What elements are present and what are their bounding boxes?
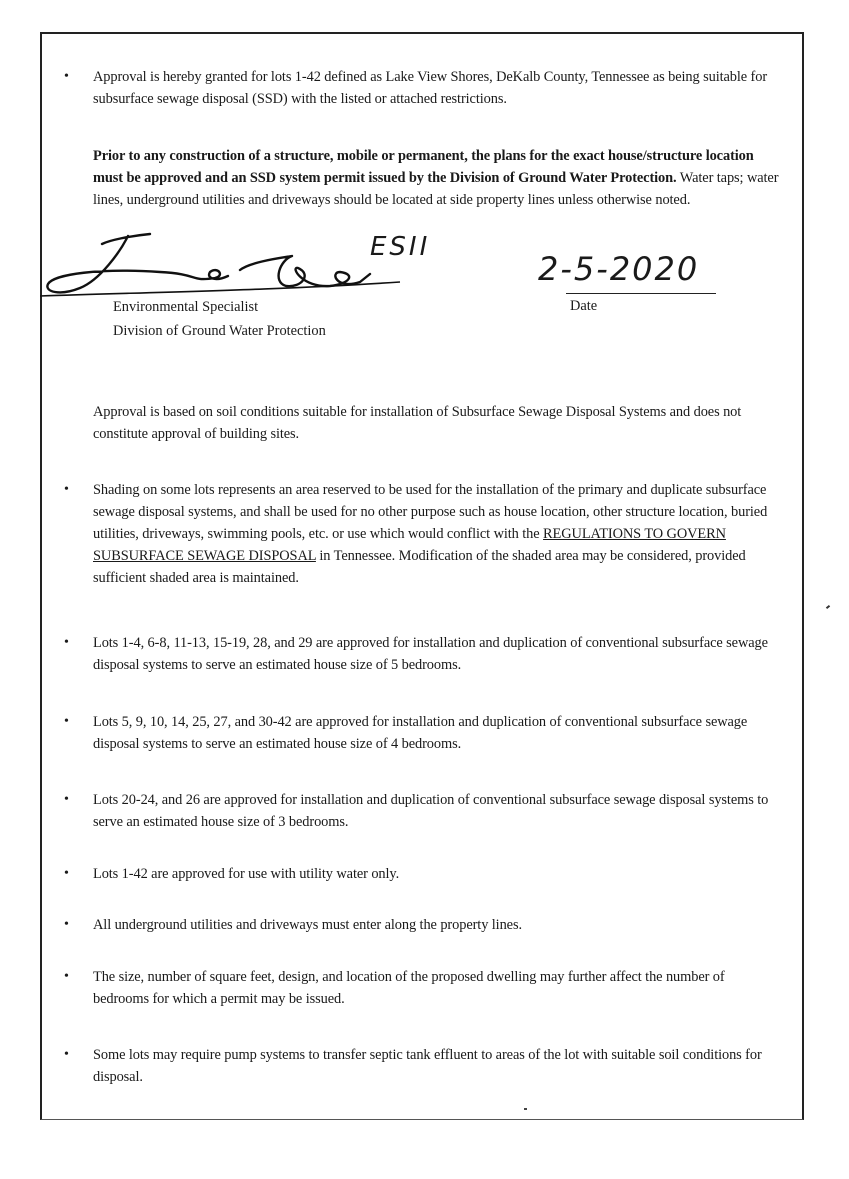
pump-systems-item: Some lots may require pump systems to transfer septic tank effluent to areas of the lot with suitable soil conditions for disposal. [93, 1047, 762, 1085]
construction-notice-normal: Water taps; water lines, underground utilities and driveways should be located at side property lines unless otherwise noted. [93, 170, 779, 208]
utility-water-item: Lots 1-42 are approved for use with utility water only. [93, 866, 400, 882]
five-bedroom-item: Lots 1-4, 6-8, 11-13, 15-19, 28, and 29 are approved for installation and duplication of conventional subsurface sewage disposal systems to serve an estimated house size of 5 bedrooms. [93, 635, 768, 673]
signer-title: Environmental Specialist [113, 299, 259, 315]
handwritten-date-text: 2-5-2020 [538, 250, 700, 288]
shading-item-text: Shading on some lots represents an area reserved to be used for the installation of the primary and duplicate subsurface sewage disposal systems, and shall be used for no other purpose such as house location, other structure location, buried utilities, driveways, swimming pools, etc. or use which would conflict with the [93, 482, 768, 542]
bullet-marker: • [64, 714, 69, 729]
construction-notice-bold: Prior to any construction of a structure, mobile or permanent, the plans for the exact house/structure location must be approved and an SSD system permit issued by the Division of Ground Water Protection. [93, 148, 754, 186]
handwritten-date [538, 250, 748, 302]
bullet-marker: • [64, 917, 69, 932]
bullet-marker: • [64, 792, 69, 807]
utilities-driveways-item: All underground utilities and driveways must enter along the property lines. [93, 917, 522, 933]
bullet-marker: • [64, 1047, 69, 1062]
regulations-reference: REGULATIONS TO GOVERN SUBSURFACE SEWAGE DISPOSAL [93, 526, 726, 564]
construction-notice-paragraph [93, 145, 783, 211]
three-bedroom-item: Lots 20-24, and 26 are approved for installation and duplication of conventional subsurface sewage disposal systems to serve an estimated house size of 3 bedrooms. [93, 792, 769, 830]
approval-basis-note: Approval is based on soil conditions suitable for installation of Subsurface Sewage Disposal Systems and does not constitute approval of building sites. [93, 404, 742, 442]
bullet-marker: • [64, 969, 69, 984]
bullet-marker: • [64, 866, 69, 881]
bullet-marker: • [64, 635, 69, 650]
scan-speck [524, 1108, 527, 1110]
signature-suffix: ESII [370, 232, 431, 262]
scan-speck [826, 605, 830, 609]
signer-division: Division of Ground Water Protection [113, 323, 326, 339]
date-label: Date [570, 298, 598, 314]
dwelling-size-item: The size, number of square feet, design, and location of the proposed dwelling may further affect the number of bedrooms for which a permit may be issued. [93, 969, 725, 1007]
date-line [566, 293, 716, 294]
bullet-marker: • [64, 69, 69, 84]
shading-item [93, 479, 783, 589]
shading-item-text-end: in Tennessee. Modification of the shaded area may be considered, provided sufficient shaded area is maintained. [93, 548, 746, 586]
approval-grant-paragraph: Approval is hereby granted for lots 1-42 defined as Lake View Shores, DeKalb County, Tennessee as being suitable for subsurface sewage disposal (SSD) with the listed or attached restrictions. [93, 69, 768, 107]
bullet-marker: • [64, 482, 69, 497]
four-bedroom-item: Lots 5, 9, 10, 14, 25, 27, and 30-42 are approved for installation and duplication of conventional subsurface sewage disposal systems to serve an estimated house size of 4 bedrooms. [93, 714, 748, 752]
